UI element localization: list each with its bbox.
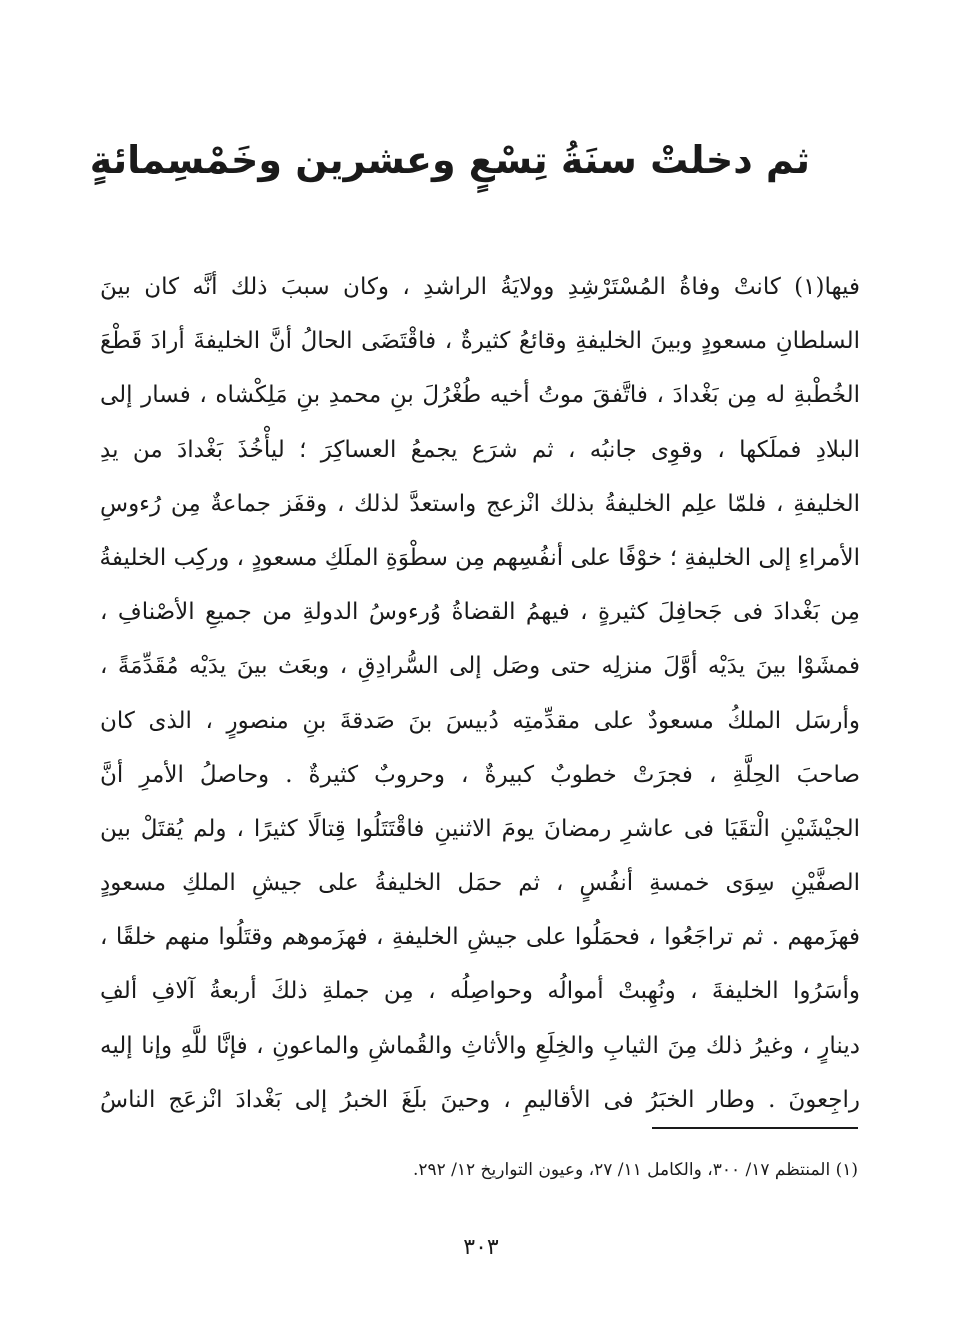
- body-line: وأسَرُوا الخليفةَ ، ونُهِبتْ أموالُه وحواصِلُه ، مِن جملةِ ذلكَ أربعةُ آلافِ ألفِ: [100, 978, 860, 1005]
- page-number: ٣٠٣: [463, 1235, 499, 1260]
- body-line: الخليفةِ ، فلمّا علِم الخليفةُ بذلك انْزعج واستعدَّ لذلك ، وقفَز جماعةٌ مِن رُءوسِ: [100, 490, 860, 517]
- footnote: (١) المنتظم ١٧/ ٣٠٠، والكامل ١١/ ٢٧، وعيون التواريخ ١٢/ ٢٩٢.: [412, 1160, 858, 1180]
- body-text: [100, 260, 860, 1127]
- body-line: دينارٍ ، وغيرُ ذلك مِنَ الثيابِ والخِلَعِ والأثاثِ والقُماشِ والماعونِ ، فإنَّا للَّهِ وإنا إليه: [100, 1032, 860, 1059]
- body-line: فيها(١) كانتْ وفاةُ المُسْتَرْشِدِ وولايَةُ الراشدِ ، وكان سببَ ذلك أنَّه كان بينَ: [100, 274, 860, 300]
- body-line: البلادِ فملَكها ، وقوِى جانبُه ، ثم شرَع يجمعُ العساكِرَ ؛ ليأْخُذَ بَغْدادَ من يدِ: [100, 436, 860, 463]
- body-line: صاحبَ الحِلَّةِ ، فجرَتْ خطوبٌ كبيرةٌ ، وحروبٌ كثيرةٌ . وحاصلُ الأمرِ أنَّ: [100, 761, 860, 788]
- body-line: الأمراءِ إلى الخليفةِ ؛ خوْفًا على أنفُسِهم مِن سطْوَةِ الملَكِ مسعودٍ ، وركِب الخليفةُ: [100, 544, 860, 571]
- body-line: الخُطْبةِ له مِن بَغْدادَ ، فاتَّفقَ موتُ أخيه طُغْرُلَ بنِ محمدِ بنِ مَلِكْشاه ، فسار إلى: [100, 382, 860, 409]
- body-line: فمشَوْا بينَ يدَيْه أوَّلَ منزلِه حتى وصَل إلى السُّرادِقِ ، وبعَث بينَ يدَيْه مُقَدِّمَةً ،: [100, 653, 860, 680]
- body-line: السلطانِ مسعودٍ وبينَ الخليفةِ وقائعُ كثيرةٌ ، فاقْتَضَى الحالُ أنَّ الخليفةَ أرادَ قَطْعَ: [100, 328, 860, 355]
- chapter-title: ثم دخلتْ سنَةُ تِسْعٍ وعشرين وخَمْسِمائةٍ: [89, 138, 810, 182]
- body-line: وأرسَل الملكُ مسعودٌ على مقدِّمتِه دُبيسَ بنَ صَدقةَ بنِ منصورٍ ، الذى كان: [100, 707, 860, 734]
- body-line: الصفَّيْنِ سِوَى خمسةِ أنفُسٍ ، ثم حمَل الخليفةُ على جيشِ الملكِ مسعودٍ: [100, 870, 860, 897]
- body-line: مِن بَغْدادَ فى جَحافِلَ كثيرةٍ ، فيهمُ القضاةُ وُرءوسُ الدولةِ من جميعِ الأصْنافِ ،: [100, 599, 860, 626]
- body-line: الجيْشَيْنِ الْتقَيَا فى عاشرِ رمضانَ يومَ الاثنينِ فاقْتَتَلُوا قِتالًا كثيرًا ، ولم يُقتَلْ بين: [100, 815, 860, 842]
- body-line: راجِعونَ . وطار الخبَرُ فى الأقاليمِ ، وحينَ بلَغَ الخبرُ إلى بَغْدادَ انْزعَج الناسُ: [100, 1086, 860, 1113]
- body-line: فهزَمهم . ثم تراجَعُوا ، فحمَلُوا على جيشِ الخليفةِ ، فهزَموهم وقتَلُوا منهم خلقًا ،: [100, 924, 860, 951]
- footnote-divider: [652, 1127, 858, 1129]
